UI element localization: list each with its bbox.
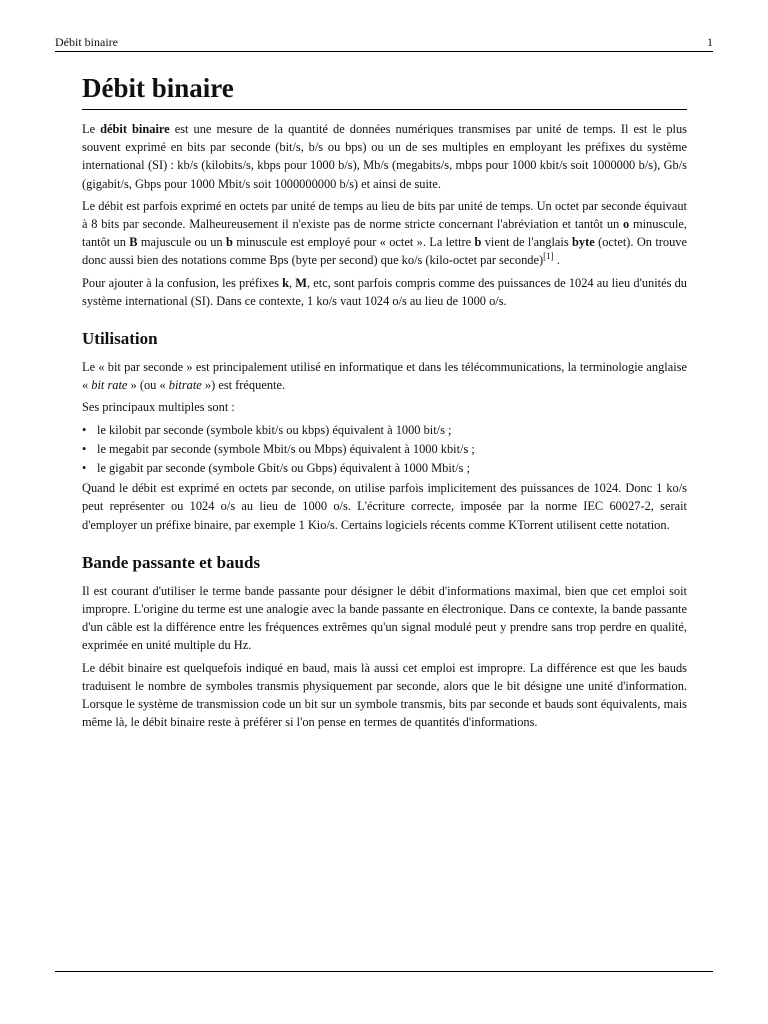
utilisation-paragraph-3: Quand le débit est exprimé en octets par seconde, on utilise parfois implicitement des puissances de 1024. Donc 1 ko/s peut représenter ou 1024 o/s au lieu de 1000 o/s. L'écriture correcte, imposée par la norme IEC 60027-2, serait d'employer un préfixe binaire, par exemple 1 Kio/s. Certains logiciels récents comme KTorrent utilisent cette notation. [82, 481, 687, 532]
running-header [55, 35, 713, 50]
list-item: • le kilobit par seconde (symbole kbit/s ou kbps) équivalent à 1000 bit/s ; [82, 421, 687, 439]
header-rule [55, 51, 713, 52]
page-title: Débit binaire [82, 70, 687, 110]
bande-paragraph-2: Le débit binaire est quelquefois indiqué en baud, mais là aussi cet emploi est impropre. La différence est que les bauds traduisent le nombre de symboles transmis physiquement par seconde, alors que le bit désigne une unité d'information. Lorsque le système de transmission code un bit sur un symbole transmis, bits par seconde et bauds sont équivalents, mais même là, le débit binaire reste à préférer si l'on pense en termes de quantités d'informations. [82, 660, 687, 730]
footer-rule [55, 971, 713, 972]
multiples-list [82, 421, 687, 478]
intro-paragraph-2: Le débit est parfois exprimé en octets par unité de temps au lieu de bits par unité de temps. Un octet par seconde équivaut à 8 bits par seconde. Malheureusement il n'existe pas de norme stricte concernant l'abréviation et tantôt un o minuscule, tantôt un B majuscule ou un b minuscule est employé pour « octet ». La lettre b vient de l'anglais byte (octet). On trouve donc aussi bien des notations comme Bps (byte per second) que ko/s (kilo-octet par seconde)[1] . [82, 198, 687, 268]
page-number: 1 [707, 35, 713, 49]
list-item: • le gigabit par seconde (symbole Gbit/s ou Gbps) équivalent à 1000 Mbit/s ; [82, 459, 687, 477]
reference-link[interactable]: [1] [543, 251, 554, 262]
utilisation-paragraph-1: Le « bit par seconde » est principalement utilisé en informatique et dans les télécommunications, la terminologie anglaise « bit rate » (ou « bitrate ») est fréquente. [82, 360, 687, 393]
list-item: • le megabit par seconde (symbole Mbit/s ou Mbps) équivalent à 1000 kbit/s ; [82, 440, 687, 458]
section-heading-bande-passante: Bande passante et bauds [82, 552, 261, 572]
running-title: Débit binaire [55, 35, 118, 49]
intro-paragraph-1: Le débit binaire est une mesure de la quantité de données numériques transmises par unité de temps. Il est le plus souvent exprimé en bits par seconde (bit/s, b/s ou bps) ou un de ses multiples en employant les préfixes du système international (SI) : kb/s (kilobits/s, kbps pour 1000 b/s), Mb/s (megabits/s, mbps pour 1000 kbit/s soit 1000000 b/s), Gb/s (gigabit/s, Gbps pour 1000 Mbit/s soit 1000000000 b/s) et ainsi de suite. [82, 122, 687, 191]
utilisation-paragraph-2: Ses principaux multiples sont : [82, 400, 235, 415]
bande-paragraph-1: Il est courant d'utiliser le terme bande passante pour désigner le débit d'informations maximal, bien que cet emploi soit impropre. L'origine du terme est une analogie avec la bande passante en électronique. Dans ce contexte, la bande passante d'un câble est la différence entre les fréquences extrêmes qu'un signal modulé peut y prendre sans trop perdre en qualité, exprimée en unité multiple du Hz. [82, 583, 687, 653]
term-debit-binaire: débit binaire [100, 122, 170, 136]
article-body [82, 70, 687, 735]
intro-paragraph-3: Pour ajouter à la confusion, les préfixes k, M, etc, sont parfois compris comme des puissances de 1024 au lieu d'unités du système international (SI). Dans ce contexte, 1 ko/s vaut 1024 o/s au lieu de 1000 o/s. [82, 275, 687, 308]
section-heading-utilisation: Utilisation [82, 329, 158, 349]
